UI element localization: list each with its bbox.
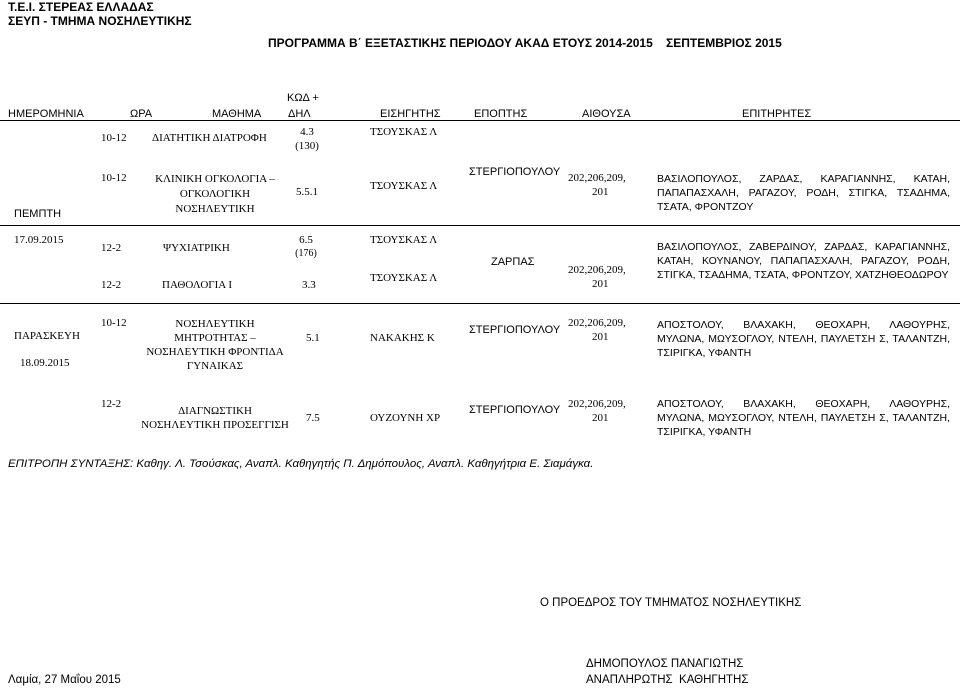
signer-role: ΑΝΑΠΛΗΡΩΤΗΣ ΚΑΘΗΓΗΤΗΣ bbox=[586, 674, 749, 686]
table-row-room-line2: 201 bbox=[592, 331, 609, 343]
table-row-course: ΠΑΘΟΛΟΓΙΑ Ι bbox=[162, 279, 233, 291]
col-room: ΑΙΘΟΥΣΑ bbox=[582, 108, 631, 120]
table-row-room-line1: 202,206,209, bbox=[568, 317, 626, 329]
table-row-code: 3.3 bbox=[302, 279, 316, 291]
table-row-invigilators: ΑΠΟΣΤΟΛΟΥ, ΒΛΑΧΑΚΗ, ΘΕΟΧΑΡΗ, ΛΑΘΟΥΡΗΣ, ΜΥΛΩΝΑ, ΜΩΥΣΟΓΛΟΥ, ΝΤΕΛΗ, ΠΑΥΛΕΤΣΗ Σ, ΤΑΛΑΝΤΖΗ, ΤΣΙΡΙΓΚΑ, ΥΦΑΝΤΗ bbox=[657, 319, 950, 359]
table-row-room-line1: 202,206,209, bbox=[568, 264, 626, 276]
table-row-room-line1: 202,206,209, bbox=[568, 172, 626, 184]
col-code-line2: ΔΗΛ bbox=[288, 108, 311, 120]
col-invigilators: ΕΠΙΤΗΡΗΤΕΣ bbox=[742, 108, 812, 120]
table-row-supervisor: ΣΤΕΡΓΙΟΠΟΥΛΟΥ bbox=[469, 166, 561, 178]
table-row-lecturer: ΟΥΖΟΥΝΗ ΧΡ bbox=[370, 412, 441, 424]
table-row-decl: (130) bbox=[295, 140, 319, 152]
table-row-course: ΔΙΑΓΝΩΣΤΙΚΗ ΝΟΣΗΛΕΥΤΙΚΗ ΠΡΟΣΕΓΓΙΣΗ bbox=[141, 405, 289, 431]
table-row-date-2: 18.09.2015 bbox=[20, 357, 70, 369]
committee-note: ΕΠΙΤΡΟΠΗ ΣΥΝΤΑΞΗΣ: Καθηγ. Λ. Τσούσκας, Αναπλ. Καθηγητής Π. Δημόπουλος, Αναπλ. Καθηγήτρια Ε. Σιαμάγκα. bbox=[8, 458, 594, 470]
table-row-lecturer: ΤΣΟΥΣΚΑΣ Λ bbox=[370, 180, 438, 192]
table-row-supervisor: ΣΤΕΡΓΙΟΠΟΥΛΟΥ bbox=[469, 324, 561, 336]
place-date: Λαμία, 27 Μαΐου 2015 bbox=[8, 674, 121, 686]
table-row-time: 10-12 bbox=[101, 317, 127, 329]
col-lecturer: ΕΙΣΗΓΗΤΗΣ bbox=[380, 108, 441, 120]
table-row-time: 12-2 bbox=[101, 242, 122, 254]
table-row-course: ΚΛΙΝΙΚΗ ΟΓΚΟΛΟΓΙΑ – ΟΓΚΟΛΟΓΙΚΗ ΝΟΣΗΛΕΥΤΙΚΗ bbox=[155, 173, 275, 215]
table-row-date: ΠΑΡΑΣΚΕΥΗ bbox=[14, 330, 80, 342]
table-row-code: 5.1 bbox=[306, 332, 320, 344]
table-row-invigilators: ΒΑΣΙΛΟΠΟΥΛΟΣ, ΖΑΡΔΑΣ, ΚΑΡΑΓΙΑΝΝΗΣ, ΚΑΤΑΗ, ΠΑΠΑΠΑΣΧΑΛΗ, ΡΑΓΑΖΟΥ, ΡΟΔΗ, ΣΤΙΓΚΑ, ΤΣΑΔΗΜΑ, ΤΣΑΤΑ, ΦΡΟΝΤΖΟΥ bbox=[657, 173, 950, 213]
table-row-supervisor: ΣΤΕΡΓΙΟΠΟΥΛΟΥ bbox=[469, 404, 561, 416]
department-title: ΣΕΥΠ - ΤΜΗΜΑ ΝΟΣΗΛΕΥΤΙΚΗΣ bbox=[8, 14, 192, 28]
signer-name: ΔΗΜΟΠΟΥΛΟΣ ΠΑΝΑΓΙΩΤΗΣ bbox=[586, 658, 744, 670]
table-row-time: 10-12 bbox=[101, 172, 127, 184]
table-row-date: ΠΕΜΠΤΗ bbox=[14, 208, 62, 220]
table-row-invigilators: ΑΠΟΣΤΟΛΟΥ, ΒΛΑΧΑΚΗ, ΘΕΟΧΑΡΗ, ΛΑΘΟΥΡΗΣ, ΜΥΛΩΝΑ, ΜΩΥΣΟΓΛΟΥ, ΝΤΕΛΗ, ΠΑΥΛΕΤΣΗ Σ, ΤΑΛΑΝΤΖΗ, ΤΣΙΡΙΓΚΑ, ΥΦΑΝΤΗ bbox=[657, 398, 950, 438]
table-row-room-line2: 201 bbox=[592, 186, 609, 198]
table-row-decl: (176) bbox=[295, 248, 317, 259]
col-code-line1: ΚΩΔ + bbox=[287, 92, 319, 104]
table-row-room-line1: 202,206,209, bbox=[568, 398, 626, 410]
table-row-room-line2: 201 bbox=[592, 278, 609, 290]
table-row-lecturer: ΝΑΚΑΚΗΣ Κ bbox=[370, 332, 435, 344]
table-row-lecturer: ΤΣΟΥΣΚΑΣ Λ bbox=[370, 272, 438, 284]
program-month: ΣΕΠΤΕΜΒΡΙΟΣ 2015 bbox=[666, 36, 782, 50]
table-row-time: 12-2 bbox=[101, 279, 122, 291]
col-course: ΜΑΘΗΜΑ bbox=[212, 108, 262, 120]
table-row-lecturer: ΤΣΟΥΣΚΑΣ Λ bbox=[370, 126, 438, 138]
table-row-time: 12-2 bbox=[101, 398, 122, 410]
program-title: ΠΡΟΓΡΑΜΜΑ Β΄ ΕΞΕΤΑΣΤΙΚΗΣ ΠΕΡΙΟΔΟΥ ΑΚΑΔ ΕΤΟΥΣ 2014-2015 bbox=[268, 36, 653, 50]
table-row-date: 17.09.2015 bbox=[14, 234, 64, 246]
table-row-invigilators: ΒΑΣΙΛΟΠΟΥΛΟΣ, ΖΑΒΕΡΔΙΝΟΥ, ΖΑΡΔΑΣ, ΚΑΡΑΓΙΑΝΝΗΣ, ΚΑΤΑΗ, ΚΟΥΝΑΝΟΥ, ΠΑΠΑΠΑΣΧΑΛΗ, ΡΑΓΑΖΟΥ, ΡΟΔΗ, ΣΤΙΓΚΑ, ΤΣΑΔΗΜΑ, ΤΣΑΤΑ, ΦΡΟΝΤΖΟΥ, ΧΑΤΖΗΘΕΟΔΩΡΟΥ bbox=[657, 241, 950, 281]
table-row-code: 4.3 bbox=[300, 126, 314, 138]
table-row-course: ΝΟΣΗΛΕΥΤΙΚΗ ΜΗΤΡΟΤΗΤΑΣ – ΝΟΣΗΛΕΥΤΙΚΗ ΦΡΟΝΤΙΔΑ ΓΥΝΑΙΚΑΣ bbox=[146, 318, 284, 372]
president-title: Ο ΠΡΟΕΔΡΟΣ ΤΟΥ ΤΜΗΜΑΤΟΣ ΝΟΣΗΛΕΥΤΙΚΗΣ bbox=[540, 597, 802, 609]
col-supervisor: ΕΠΟΠΤΗΣ bbox=[474, 108, 528, 120]
institution-title: Τ.Ε.Ι. ΣΤΕΡΕΑΣ ΕΛΛΑΔΑΣ bbox=[8, 0, 154, 14]
col-date: ΗΜΕΡΟΜΗΝΙΑ bbox=[8, 108, 84, 120]
table-row-course: ΨΥΧΙΑΤΡΙΚΗ bbox=[163, 242, 230, 254]
table-row-room-line2: 201 bbox=[592, 412, 609, 424]
table-row-code: 5.5.1 bbox=[296, 186, 318, 198]
table-row-supervisor: ΖΑΡΠΑΣ bbox=[491, 256, 535, 268]
col-time: ΩΡΑ bbox=[130, 108, 153, 120]
table-row-lecturer: ΤΣΟΥΣΚΑΣ Λ bbox=[370, 234, 438, 246]
table-row-code: 6.5 bbox=[299, 234, 313, 246]
table-row-time: 10-12 bbox=[101, 132, 127, 144]
table-row-course: ΔΙΑΤΗΤΙΚΗ ΔΙΑΤΡΟΦΗ bbox=[152, 132, 267, 144]
table-row-code: 7.5 bbox=[306, 412, 320, 424]
